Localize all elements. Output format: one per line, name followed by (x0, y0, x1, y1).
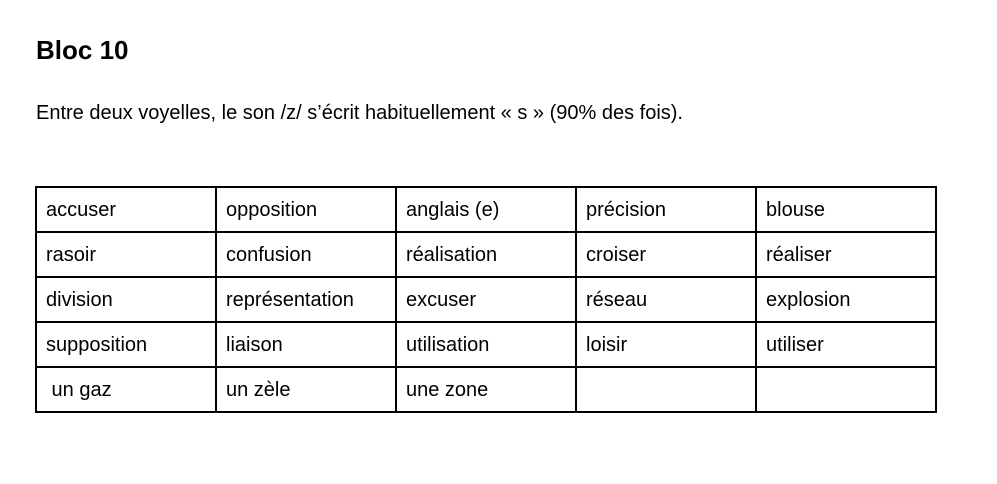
page-title: Bloc 10 (36, 35, 129, 65)
table-cell: utilisation (396, 322, 576, 367)
table-cell (756, 367, 936, 412)
table-cell (576, 367, 756, 412)
table-cell: croiser (576, 232, 756, 277)
table-cell: utiliser (756, 322, 936, 367)
table-cell: confusion (216, 232, 396, 277)
table-cell: explosion (756, 277, 936, 322)
table-row (36, 322, 936, 367)
table-cell: excuser (396, 277, 576, 322)
table-cell: anglais (e) (396, 187, 576, 232)
word-table-body (36, 187, 936, 412)
table-cell: liaison (216, 322, 396, 367)
table-cell: opposition (216, 187, 396, 232)
table-row (36, 187, 936, 232)
table-cell: une zone (396, 367, 576, 412)
intro-paragraph: Entre deux voyelles, le son /z/ s’écrit habituellement « s » (90% des fois). (36, 102, 683, 124)
table-cell: réalisation (396, 232, 576, 277)
table-row (36, 367, 936, 412)
table-cell: précision (576, 187, 756, 232)
table-cell: un zèle (216, 367, 396, 412)
table-cell: un gaz (36, 367, 216, 412)
table-cell: rasoir (36, 232, 216, 277)
table-cell: réseau (576, 277, 756, 322)
word-table (35, 186, 937, 413)
table-row (36, 277, 936, 322)
table-cell: supposition (36, 322, 216, 367)
table-row (36, 232, 936, 277)
table-cell: blouse (756, 187, 936, 232)
table-cell: accuser (36, 187, 216, 232)
table-cell: loisir (576, 322, 756, 367)
table-cell: représentation (216, 277, 396, 322)
table-cell: division (36, 277, 216, 322)
table-cell: réaliser (756, 232, 936, 277)
